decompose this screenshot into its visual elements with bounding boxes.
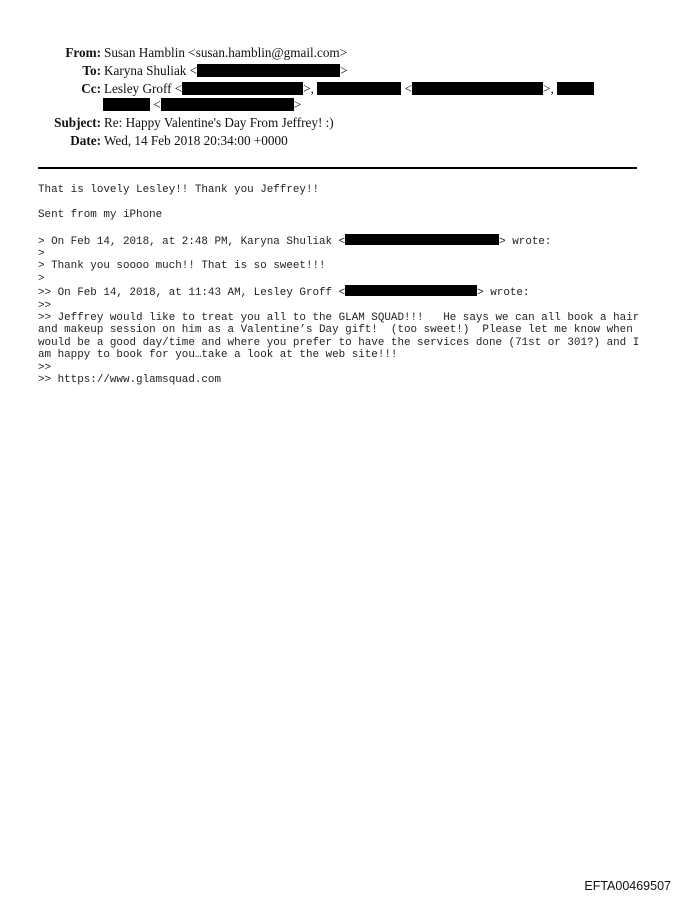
header-divider [38,167,637,169]
quote-line: > [38,248,45,261]
body-line: Sent from my iPhone [38,208,163,221]
to-label: To: [82,63,101,78]
quote-line: >> https://www.glamsquad.com [38,374,221,387]
subject-row [0,114,334,131]
cc-name: Lesley Groff < [104,81,183,96]
redaction [182,82,303,95]
redaction [345,285,477,296]
quote-line: am happy to book for you…take a look at the web site!!! [38,349,398,362]
quote-text: >> On Feb 14, 2018, at 11:43 AM, Lesley Groff < [38,287,346,300]
cc-row: Cc: Lesley Groff < >, < >, [0,80,594,97]
to-name: Karyna Shuliak < [104,63,198,78]
quote-line: >> Jeffrey would like to treat you all to the GLAM SQUAD!!! He says we can all book a hair [38,312,640,325]
quote-text: > On Feb 14, 2018, at 2:48 PM, Karyna Shuliak < [38,235,346,248]
quote-line: would be a good day/time and where you prefer to have the services done (71st or 301?) and I [38,336,640,349]
redaction [412,82,543,95]
quote-header [38,285,639,299]
quote-line: >> [38,361,52,374]
redaction [161,98,294,111]
quote-header [38,234,639,248]
quote-text: > wrote: [499,235,552,248]
subject-label: Subject: [54,115,101,130]
from-row [0,44,347,61]
redaction [345,234,499,245]
quote-text: > wrote: [477,287,530,300]
from-value: Susan Hamblin <susan.hamblin@gmail.com> [104,45,348,60]
body-line: That is lovely Lesley!! Thank you Jeffrey!! [38,184,320,196]
redaction [197,64,340,77]
redaction [103,98,150,111]
date-row [0,132,288,149]
date-value: Wed, 14 Feb 2018 20:34:00 +0000 [104,133,288,148]
redaction [317,82,401,95]
date-label: Date: [70,133,101,148]
cc-label: Cc: [81,81,101,96]
to-row: To: Karyna Shuliak < > [0,62,348,79]
quote-line: > [38,272,45,285]
email-body [38,184,639,387]
quote-line: >> [38,299,52,312]
cc-row-continued: < > [103,96,301,113]
quote-line: and makeup session on him as a Valentine’s Day gift! (too sweet!) Please let me know when [38,324,633,337]
redaction [557,82,594,95]
subject-value: Re: Happy Valentine's Day From Jeffrey! :) [104,115,334,130]
quote-line: > Thank you soooo much!! That is so sweet!!! [38,260,326,273]
document-id: EFTA00469507 [584,879,671,893]
from-label: From: [65,45,101,60]
